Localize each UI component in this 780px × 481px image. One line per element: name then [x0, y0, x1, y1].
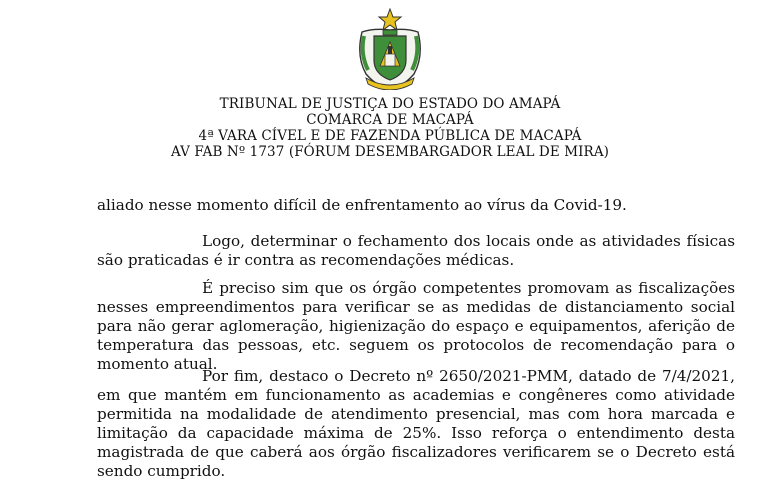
paragraph-3: É preciso sim que os órgão competentes promovam as fiscalizações nesses empreendimentos para verificar se as medidas de distanciamento social para não gerar aglomeração, higienização do espaço e equipamentos, aferição de temperatura das pessoas, etc. seguem os protocolos de recomendação para o momento atual. — [97, 279, 735, 373]
court-header — [0, 96, 780, 160]
paragraph-3-block — [97, 279, 735, 374]
amapa-coat-of-arms-icon — [350, 8, 430, 90]
paragraph-1: aliado nesse momento difícil de enfrentamento ao vírus da Covid-19. — [97, 196, 627, 214]
header-comarca: COMARCA DE MACAPÁ — [306, 112, 474, 128]
paragraph-4: Por fim, destaco o Decreto nº 2650/2021-PMM, datado de 7/4/2021, em que mantém em funcionamento as academias e congêneres como atividade permitida na modalidade de atendimento presencial, mas com hora marcada e limitação da capacidade máxima de 25%. Isso reforça o entendimento desta magistrada de que caberá aos órgão fiscalizadores verificarem se o Decreto está sendo cumprido. — [97, 367, 735, 480]
paragraph-4-block — [97, 367, 735, 481]
header-court-name: TRIBUNAL DE JUSTIÇA DO ESTADO DO AMAPÁ — [219, 96, 561, 112]
paragraph-2: Logo, determinar o fechamento dos locais onde as atividades físicas são praticadas é ir contra as recomendações médicas. — [97, 232, 735, 269]
paragraph-2-block — [97, 232, 735, 270]
header-address: AV FAB Nº 1737 (FÓRUM DESEMBARGADOR LEAL DE MIRA) — [170, 144, 610, 160]
header-vara: 4ª VARA CÍVEL E DE FAZENDA PÚBLICA DE MACAPÁ — [198, 128, 582, 144]
